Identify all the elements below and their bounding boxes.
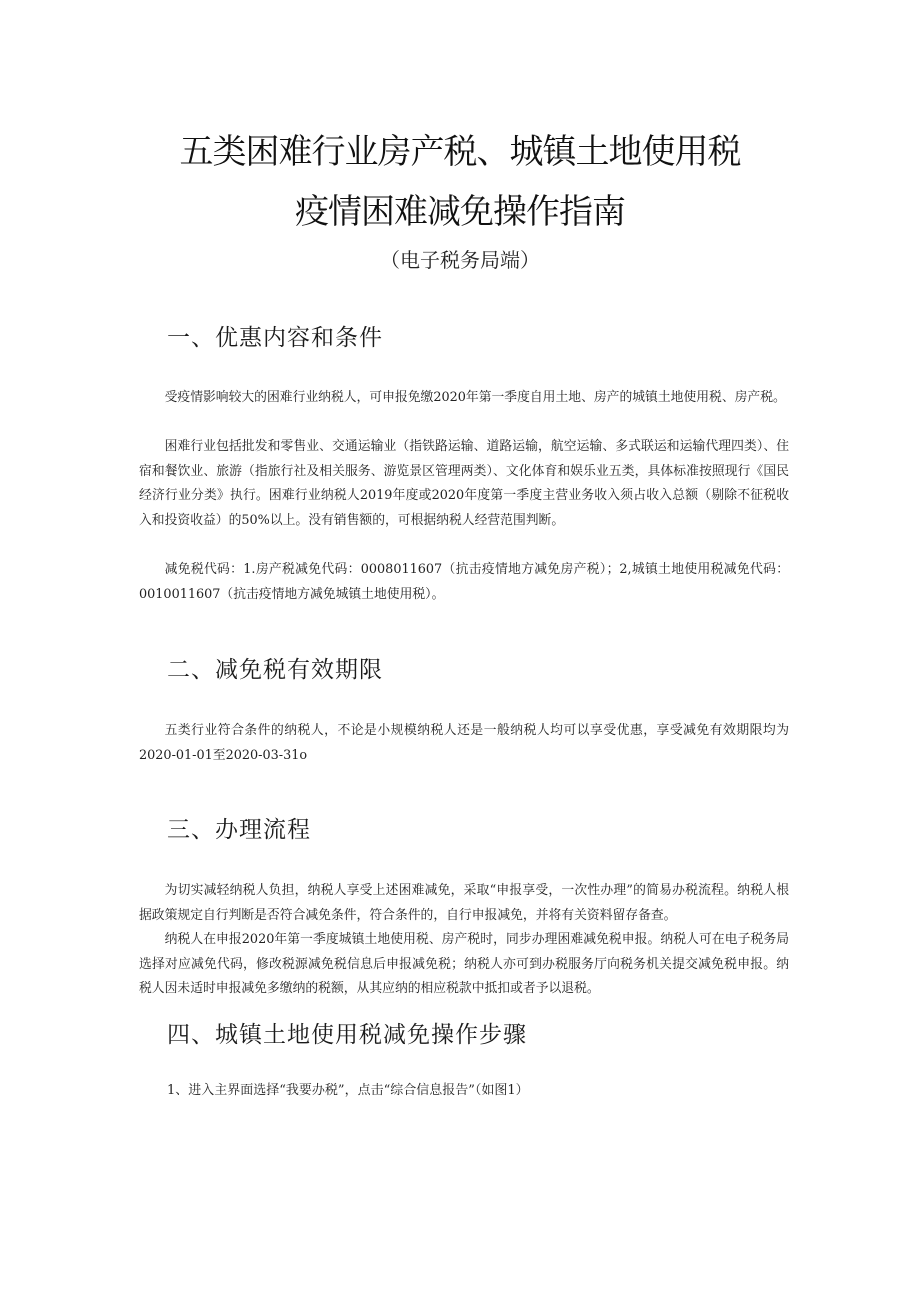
section-1-paragraph-1: 受疫情影响较大的困难行业纳税人，可申报免缴2020年第一季度自用土地、房产的城镇土地使用税、房产税。 [164,390,786,405]
section-2-paragraph-1: 五类行业符合条件的纳税人，不论是小规模纳税人还是一般纳税人均可以享受优惠，享受减免有效期限均为2020-01-01至2020-03-31o [139,723,789,763]
document-subtitle: （电子税务局端） [380,248,540,272]
document-title-line1: 五类困难行业房产税、城镇土地使用税 [179,132,741,172]
section-3-paragraph-1: 为切实减轻纳税人负担，纳税人享受上述困难减免，采取“申报享受，一次性办理”的简易办税流程。纳税人根据政策规定自行判断是否符合减免条件，符合条件的，自行申报减免，并将有关资料留存备查。 [139,883,789,923]
section-3-heading: 三、办理流程 [167,817,311,843]
section-1-paragraph-2: 困难行业包括批发和零售业、交通运输业（指铁路运输、道路运输，航空运输、多式联运和运输代理四类）、住宿和餐饮业、旅游（指旅行社及相关服务、游览景区管理两类）、文化体育和娱乐业五类，具体标准按照现行《国民经济行业分类》执行。困难行业纳税人2019年度或2020年度第一季度主营业务收入须占收入总额（剔除不征税收入和投资收益）的50%以上。没有销售额的，可根据纳税人经营范围判断。 [139,439,789,528]
section-4-step-1: 1、进入主界面选择“我要办税”，点击“综合信息报告”（如图1） [167,1083,529,1098]
document-title-line2: 疫情困难减免操作指南 [295,192,625,232]
section-4-heading: 四、城镇土地使用税减免操作步骤 [167,1022,527,1048]
section-1-heading: 一、优惠内容和条件 [167,325,383,351]
section-1-paragraph-3: 减免税代码：1.房产税减免代码：0008011607（抗击疫情地方减免房产税）；2,城镇土地使用税减免代码：0010011607（抗击疫情地方减免城镇土地使用税）。 [139,562,789,602]
section-3-paragraph-2: 纳税人在申报2020年第一季度城镇土地使用税、房产税时，同步办理困难减免税申报。纳税人可在电子税务局选择对应减免代码，修改税源减免税信息后申报减免税；纳税人亦可到办税服务厅向税务机关提交减免税申报。纳税人因未适时申报减免多缴纳的税额，从其应纳的相应税款中抵扣或者予以退税。 [139,932,789,996]
section-2-heading: 二、减免税有效期限 [167,657,383,683]
